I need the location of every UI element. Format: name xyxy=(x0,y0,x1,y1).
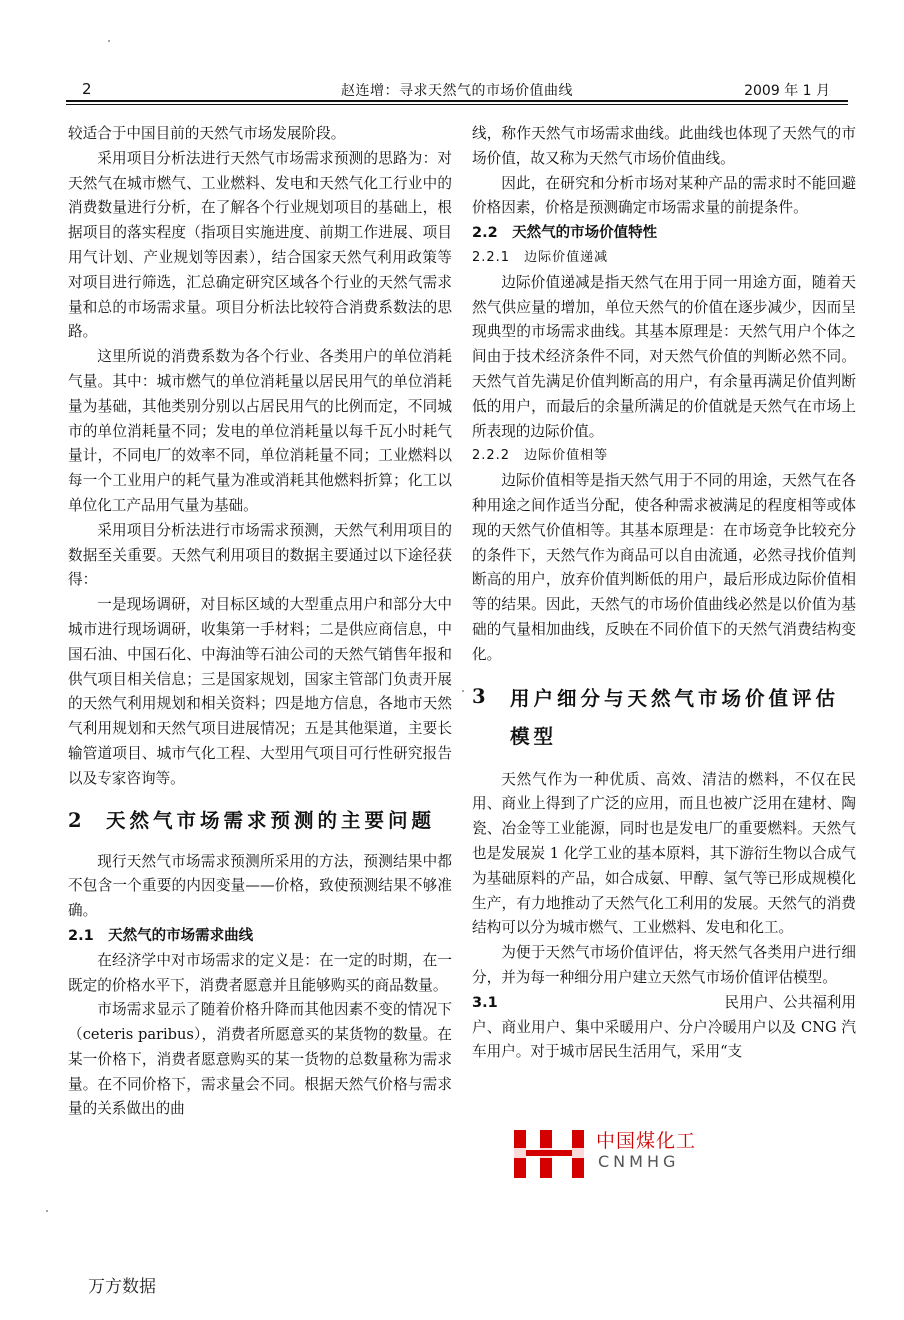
right-column xyxy=(472,122,856,1065)
subsection-3-1-line xyxy=(472,991,856,1016)
paragraph-fragment: 民用户、公共福利用 xyxy=(724,993,856,1011)
subsection-2-2-1-heading: 2.2.1 边际价值递减 xyxy=(472,249,609,265)
section-number: 2 xyxy=(68,808,86,832)
subsection-3-1-number: 3.1 xyxy=(472,994,498,1011)
watermark-text-cn: 中国煤化工 xyxy=(596,1130,697,1152)
page-number: 2 xyxy=(82,80,92,98)
paragraph: 采用项目分析法进行天然气市场需求预测的思路为：对天然气在城市燃气、工业燃料、发电和天然气化工行业中的消费数量进行分析，在了解各个行业规划项目的基础上，根据项目的落实程度（指项目实施进度、前期工作进展、项目用气计划、产业规划等因素），结合国家天然气利用政策等对项目进行筛选，汇总确定研究区域各个行业的天然气需求量和总的市场需求量。项目分析法比较符合消费系数法的思路。 xyxy=(68,149,452,341)
scan-speck xyxy=(46,1210,48,1212)
issue-date: 2009 年 1 月 xyxy=(744,83,830,99)
paragraph: 一是现场调研，对目标区域的大型重点用户和部分大中城市进行现场调研，收集第一手材料；二是供应商信息，中国石油、中国石化、中海油等石油公司的天然气销售年报和供气项目相关信息；三是国家规划，国家主管部门负责开展的天然气利用规划和相关资料；四是地方信息，各地市天然气利用规划和天然气项目进展情况；五是其他渠道，主要长输管道项目、城市气化工程、大型用气项目可行性研究报告以及专家咨询等。 xyxy=(68,596,452,787)
paragraph: 边际价值相等是指天然气用于不同的用途，天然气在各种用途之间作适当分配，使各种需求被满足的程度相等或体现的天然气价值相等。其基本原理是：在市场竞争比较充分的条件下，天然气作为商品可以自由流通，必然寻找价值判断高的用户，放弃价值判断低的用户，最后形成边际价值相等的结果。因此，天然气的市场价值曲线必然是以价值为基础的气量相加曲线，反映在不同价值下的天然气消费结构变化。 xyxy=(472,472,856,663)
watermark-text-en: CNMHG xyxy=(598,1152,680,1171)
paragraph: 户、商业用户、集中采暖用户、分户冷暖用户以及 CNG 汽车用户。对于城市居民生活用气，采用“支 xyxy=(472,1018,856,1061)
paragraph: 为便于天然气市场价值评估，将天然气各类用户进行细分，并为每一种细分用户建立天然气市场价值评估模型。 xyxy=(472,944,856,986)
subsection-2-1-heading: 2.1 天然气的市场需求曲线 xyxy=(68,927,254,944)
header-rule-thin xyxy=(66,104,848,105)
section-3-heading xyxy=(472,680,856,756)
paragraph: 边际价值递减是指天然气在用于同一用途方面，随着天然气供应量的增加，单位天然气的价值在逐步减少，因而呈现典型的市场需求曲线。其基本原理是：天然气用户个体之间由于技术经济条件不同，对天然气价值的判断必然不同。天然气首先满足价值判断高的用户，有余量再满足价值判断低的用户，而最后的余量所满足的价值就是天然气在市场上所表现的边际价值。 xyxy=(472,273,856,440)
paragraph: 线，称作天然气市场需求曲线。此曲线也体现了天然气的市场价值，故又称为天然气市场价值曲线。 xyxy=(472,125,856,167)
watermark xyxy=(504,1126,714,1182)
section-2-heading xyxy=(68,804,452,838)
paragraph: 市场需求显示了随着价格升降而其他因素不变的情况下（ceteris paribus），消费者所愿意买的某货物的数量。在某一价格下，消费者愿意购买的某一货物的总数量称为需求量。在不同价格下，需求量会不同。根据天然气价格与需求量的关系做出的曲 xyxy=(68,1001,452,1118)
header-rule-thick xyxy=(66,100,848,102)
paragraph: 这里所说的消费系数为各个行业、各类用户的单位消耗气量。其中：城市燃气的单位消耗量以居民用气的单位消耗量为基础，其他类别分别以占居民用气的比例而定，不同城市的单位消耗量不同；发电的单位消耗量以每千瓦小时耗气量计，不同电厂的效率不同，单位消耗量不同；工业燃料以每一个工业用户的耗气量为准或消耗其他燃料折算；化工以单位化工产品用气量为基础。 xyxy=(68,348,452,514)
watermark-logo-icon xyxy=(510,1128,592,1180)
scan-speck xyxy=(108,40,110,42)
paragraph: 因此，在研究和分析市场对某种产品的需求时不能回避价格因素，价格是预测确定市场需求量的前提条件。 xyxy=(472,174,856,217)
section-title: 用户细分与天然气市场价值评估模型 xyxy=(510,686,840,748)
scan-speck xyxy=(462,690,464,692)
paragraph: 采用项目分析法进行市场需求预测，天然气利用项目的数据至关重要。天然气利用项目的数据主要通过以下途径获得： xyxy=(68,521,452,589)
source-footer: 万方数据 xyxy=(88,1277,156,1297)
subsection-2-2-heading: 2.2 天然气的市场价值特性 xyxy=(472,225,658,242)
left-column xyxy=(68,122,452,1122)
paragraph: 现行天然气市场需求预测所采用的方法，预测结果中都不包含一个重要的内因变量——价格，致使预测结果不够准确。 xyxy=(68,852,452,920)
running-title: 赵连增：寻求天然气的市场价值曲线 xyxy=(341,83,573,99)
section-number: 3 xyxy=(472,684,490,708)
paragraph: 较适合于中国目前的天然气市场发展阶段。 xyxy=(68,125,346,142)
section-title: 天然气市场需求预测的主要问题 xyxy=(106,808,436,832)
subsection-2-2-2-heading: 2.2.2 边际价值相等 xyxy=(472,448,609,464)
paragraph: 在经济学中对市场需求的定义是：在一定的时期，在一既定的价格水平下，消费者愿意并且能够购买的商品数量。 xyxy=(68,951,452,994)
paragraph: 天然气作为一种优质、高效、清洁的燃料，不仅在民用、商业上得到了广泛的应用，而且也被广泛用在建材、陶瓷、冶金等工业能源，同时也是发电厂的重要燃料。天然气也是发展炭 1 化学工业的基本原料，其下游衍生物以合成气为基础原料的产品，如合成氨、甲醇、氢气等已形成规模化生产，有力地推动了天然气化工利用的发展。天然气的消费结构可以分为城市燃气、工业燃料、发电和化工。 xyxy=(472,770,856,937)
